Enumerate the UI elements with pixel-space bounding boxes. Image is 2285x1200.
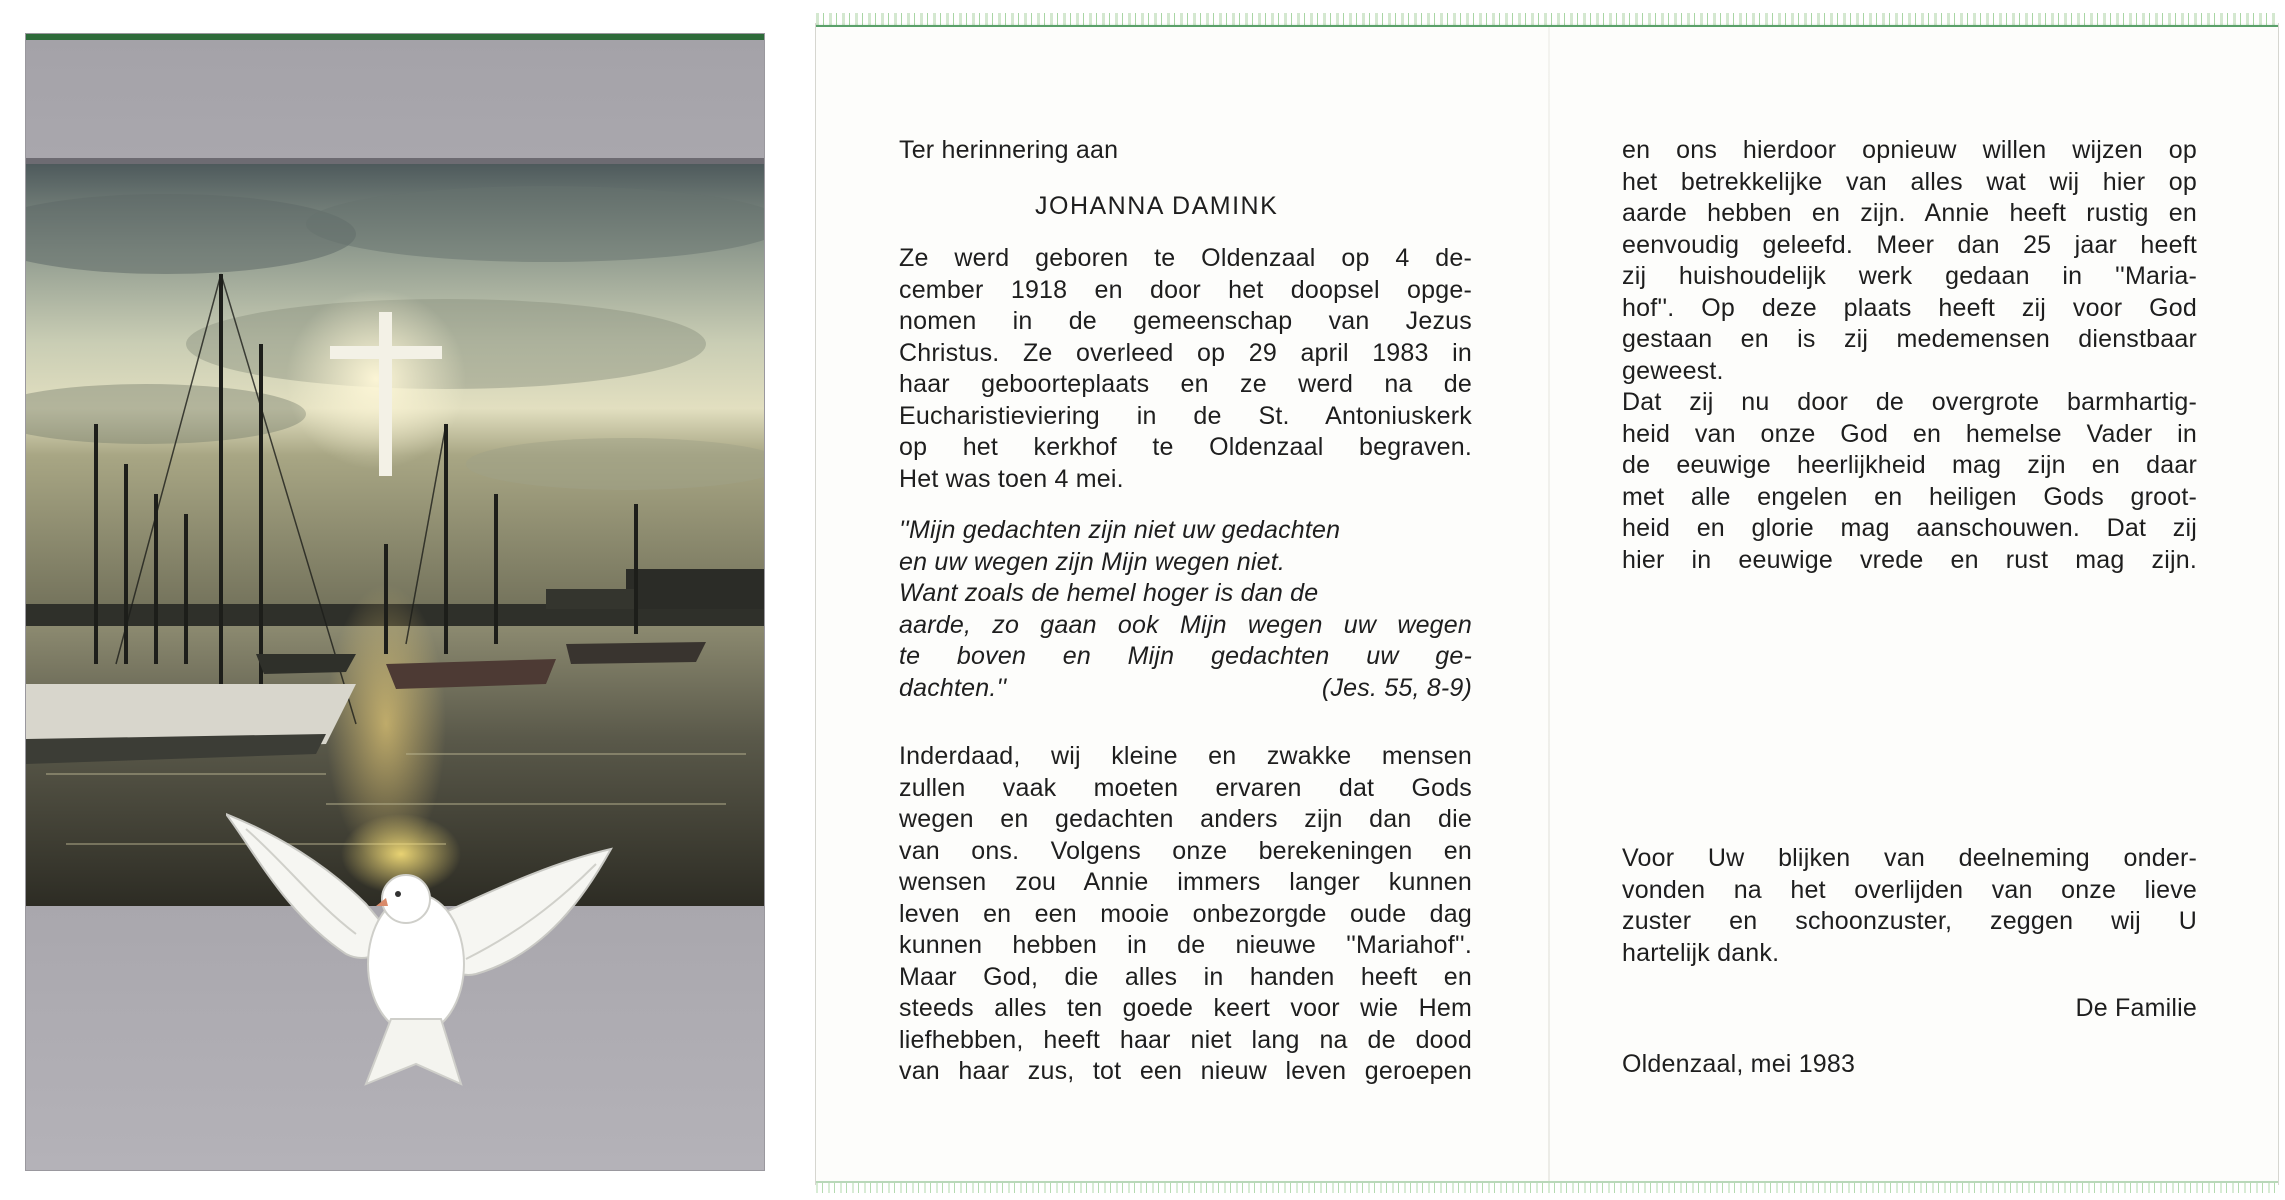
intro-text: Ter herinnering aan xyxy=(899,136,1119,164)
reflection-line: liefhebben, heeft haar niet lang na de dood xyxy=(899,1025,1472,1054)
continuation-line: hof''. Op deze plaats heeft zij voor God xyxy=(1622,293,2197,322)
reflection-line: Inderdaad, wij kleine en zwakke mensen xyxy=(899,742,1472,770)
continuation-line: het betrekkelijke van alles wat wij hier op xyxy=(1622,167,2197,196)
reflection-line: kunnen hebben in de nieuwe ''Mariahof''. xyxy=(899,931,1472,959)
bio-line: cember 1918 en door het doopsel opge- xyxy=(899,275,1472,304)
reflection-line: wensen zou Annie immers langer kunnen xyxy=(899,868,1472,896)
continuation-line: en ons hierdoor opnieuw willen wijzen op xyxy=(1622,136,2197,164)
place-date: Oldenzaal, mei 1983 xyxy=(1622,1050,1856,1078)
top-band xyxy=(26,34,764,158)
prayer-line: Dat zij nu door de overgrote barmhartig- xyxy=(1622,388,2197,416)
scripture-quote xyxy=(899,515,1472,704)
card-fold xyxy=(1548,27,1550,1181)
card-edge xyxy=(26,34,764,40)
prayer xyxy=(1622,387,2197,576)
prayer-line: hier in eeuwige vrede en rust mag zijn. xyxy=(1622,545,2197,574)
prayer-line: de eeuwige heerlijkheid mag zijn en daar xyxy=(1622,451,2197,479)
quote-line: te boven en Mijn gedachten uw ge- xyxy=(899,642,1472,670)
quote-line: aarde, zo gaan ook Mijn wegen uw wegen xyxy=(899,610,1472,639)
reflection-line: Maar God, die alles in handen heeft en xyxy=(899,962,1472,991)
continuation-line: zij huishoudelijk werk gedaan in ''Maria- xyxy=(1622,262,2197,290)
reflection-line: leven en een mooie onbezorgde oude dag xyxy=(899,899,1472,928)
cross-icon xyxy=(330,312,442,476)
thanks-line: vonden na het overlijden van onze lieve xyxy=(1622,875,2197,904)
inner-card xyxy=(816,24,2278,1184)
bio-line: Eucharistieviering in de St. Antoniuskerk xyxy=(899,401,1472,430)
thanks-line: zuster en schoonzuster, zeggen wij U xyxy=(1622,907,2197,935)
bio-line: Het was toen 4 mei. xyxy=(899,464,1124,493)
thanks-line: Voor Uw blijken van deelneming onder- xyxy=(1622,844,2197,872)
card-top-edge xyxy=(816,13,2278,25)
continuation-line: gestaan en is zij medemensen dienstbaar xyxy=(1622,325,2197,353)
card-bottom-edge xyxy=(816,1183,2278,1193)
bio-line: Ze werd geboren te Oldenzaal op 4 de- xyxy=(899,244,1472,272)
reflection-line: van ons. Volgens onze berekeningen en xyxy=(899,836,1472,865)
deceased-name: JOHANNA DAMINK xyxy=(1035,192,1279,220)
quote-line: ''Mijn gedachten zijn niet uw gedachten xyxy=(899,516,1341,544)
continuation-line: geweest. xyxy=(1622,356,1724,385)
continuation-line: eenvoudig geleefd. Meer dan 25 jaar heeft xyxy=(1622,230,2197,259)
continuation-line: aarde hebben en zijn. Annie heeft rustig en xyxy=(1622,199,2197,227)
continuation xyxy=(1622,135,2197,387)
quote-reference: (Jes. 55, 8-9) xyxy=(1321,673,1472,702)
prayer-line: heid en glorie mag aanschouwen. Dat zij xyxy=(1622,514,2197,542)
reflection-line: van haar zus, tot een nieuw leven geroepen xyxy=(899,1057,1472,1085)
quote-last-line xyxy=(899,673,1472,705)
reflection-line: steeds alles ten goede keert voor wie Hem xyxy=(899,994,1472,1022)
reflection xyxy=(899,741,1472,1088)
quote-line: en uw wegen zijn Mijn wegen niet. xyxy=(899,547,1285,576)
front-card xyxy=(26,34,764,1170)
bio-line: op het kerkhof te Oldenzaal begraven. xyxy=(899,433,1472,461)
thanks-note xyxy=(1622,843,2197,969)
reflection-line: wegen en gedachten anders zijn dan die xyxy=(899,805,1472,833)
bio-line: nomen in de gemeenschap van Jezus xyxy=(899,307,1472,335)
biography xyxy=(899,243,1472,495)
family-signature: De Familie xyxy=(2075,994,2197,1022)
prayer-line: heid van onze God en hemelse Vader in xyxy=(1622,419,2197,448)
quote-line: Want zoals de hemel hoger is dan de xyxy=(899,579,1319,607)
prayer-line: met alle engelen en heiligen Gods groot- xyxy=(1622,482,2197,511)
dove-icon xyxy=(226,794,626,1094)
quote-line: dachten.'' xyxy=(899,673,1007,702)
reflection-line: zullen vaak moeten ervaren dat Gods xyxy=(899,773,1472,802)
bio-line: Christus. Ze overleed op 29 april 1983 in xyxy=(899,338,1472,367)
thanks-line: hartelijk dank. xyxy=(1622,938,1780,967)
bio-line: haar geboorteplaats en ze werd na de xyxy=(899,370,1472,398)
